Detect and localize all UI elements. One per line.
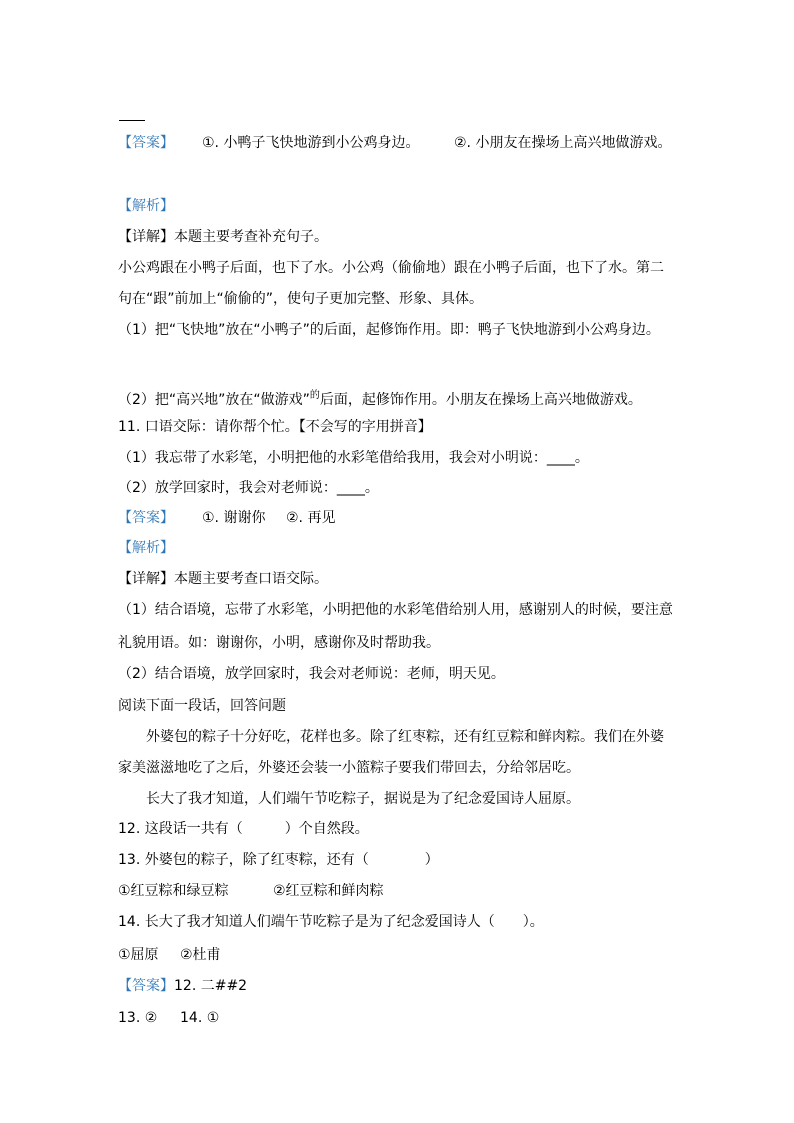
answer-14: 14. ① (180, 1010, 220, 1026)
reading-answer-line (118, 976, 247, 996)
q10-p2: 句在“跟”前加上“偷偷的”，使句子更加完整、形象、具体。 (118, 291, 484, 307)
q14: 14. 长大了我才知道人们端午节吃粽子是为了纪念爱国诗人（ ）。 (118, 914, 544, 930)
q11-answer-1: ①. 谢谢你 (202, 510, 266, 526)
answer-12: 12. 二##2 (174, 978, 248, 994)
q10-p3: （1）把“飞快地”放在“小鸭子”的后面，起修饰作用。即：鸭子飞快地游到小公鸡身边。 (118, 322, 660, 338)
q14-options (118, 945, 221, 965)
q13-option-1: ①红豆粽和绿豆粽 (118, 883, 229, 899)
reading-para1b: 家美滋滋地吃了之后，外婆还会装一小篮粽子要我们带回去，分给邻居吃。 (118, 760, 580, 776)
blank-line (119, 120, 145, 121)
q14-option-2: ②杜甫 (180, 947, 221, 963)
q10-answer-1: ①. 小鸭子飞快地游到小公鸡身边。 (202, 135, 420, 151)
q10-answer-2: ②. 小朋友在操场上高兴地做游戏。 (454, 135, 672, 151)
analysis-label: 【解析】 (118, 198, 174, 214)
q11-p1: （1）结合语境，忘带了水彩笔，小明把他的水彩笔借给别人用，感谢别人的时候，要注意 (118, 602, 673, 618)
q10-p4-sup: 的 (309, 390, 320, 401)
q11-title: 11. 口语交际：请你帮个忙。【不会写的字用拼音】 (118, 419, 432, 435)
q14-option-1: ①屈原 (118, 947, 159, 963)
answer-label: 【答案】 (118, 510, 174, 526)
answer-label: 【答案】 (118, 135, 174, 151)
q10-p4 (118, 386, 642, 410)
reading-intro: 阅读下面一段话，回答问题 (118, 698, 286, 714)
reading-para1a: 外婆包的粽子十分好吃，花样也多。除了红枣粽，还有红豆粽和鲜肉粽。我们在外婆 (146, 729, 664, 745)
reading-para2: 长大了我才知道，人们端午节吃粽子，据说是为了纪念爱国诗人屈原。 (146, 791, 580, 807)
reading-answer-line-2 (118, 1008, 220, 1028)
q11-s2: （2）放学回家时，我会对老师说：____。 (118, 480, 379, 496)
q12: 12. 这段话一共有（ ）个自然段。 (118, 821, 369, 837)
q11-p3: （2）结合语境，放学回家时，我会对老师说：老师，明天见。 (118, 666, 505, 682)
q10-p1: 小公鸡跟在小鸭子后面，也下了水。小公鸡（偷偷地）跟在小鸭子后面，也下了水。第二 (118, 260, 664, 276)
q11-s1: （1）我忘带了水彩笔，小明把他的水彩笔借给我用，我会对小明说：____。 (118, 450, 589, 466)
q13-options (118, 881, 384, 901)
q10-answer-line (118, 133, 672, 153)
q11-answer-2: ②. 再见 (286, 510, 336, 526)
q10-p4-a: （2）把“高兴地”放在“做游戏” (118, 392, 310, 408)
answer-label: 【答案】 (118, 978, 174, 994)
q13: 13. 外婆包的粽子，除了红枣粽，还有（ ） (118, 852, 439, 868)
q11-p2: 礼貌用语。如：谢谢你，小明，感谢你及时帮助我。 (118, 635, 440, 651)
q13-option-2: ②红豆粽和鲜肉粽 (273, 883, 384, 899)
q11-detail: 【详解】本题主要考查口语交际。 (118, 571, 328, 587)
analysis-label: 【解析】 (118, 540, 174, 556)
q11-answer-line (118, 508, 336, 528)
answer-13: 13. ② (118, 1010, 158, 1026)
q10-detail: 【详解】本题主要考查补充句子。 (118, 229, 328, 245)
q10-p4-b: 后面，起修饰作用。小朋友在操场上高兴地做游戏。 (319, 392, 642, 408)
